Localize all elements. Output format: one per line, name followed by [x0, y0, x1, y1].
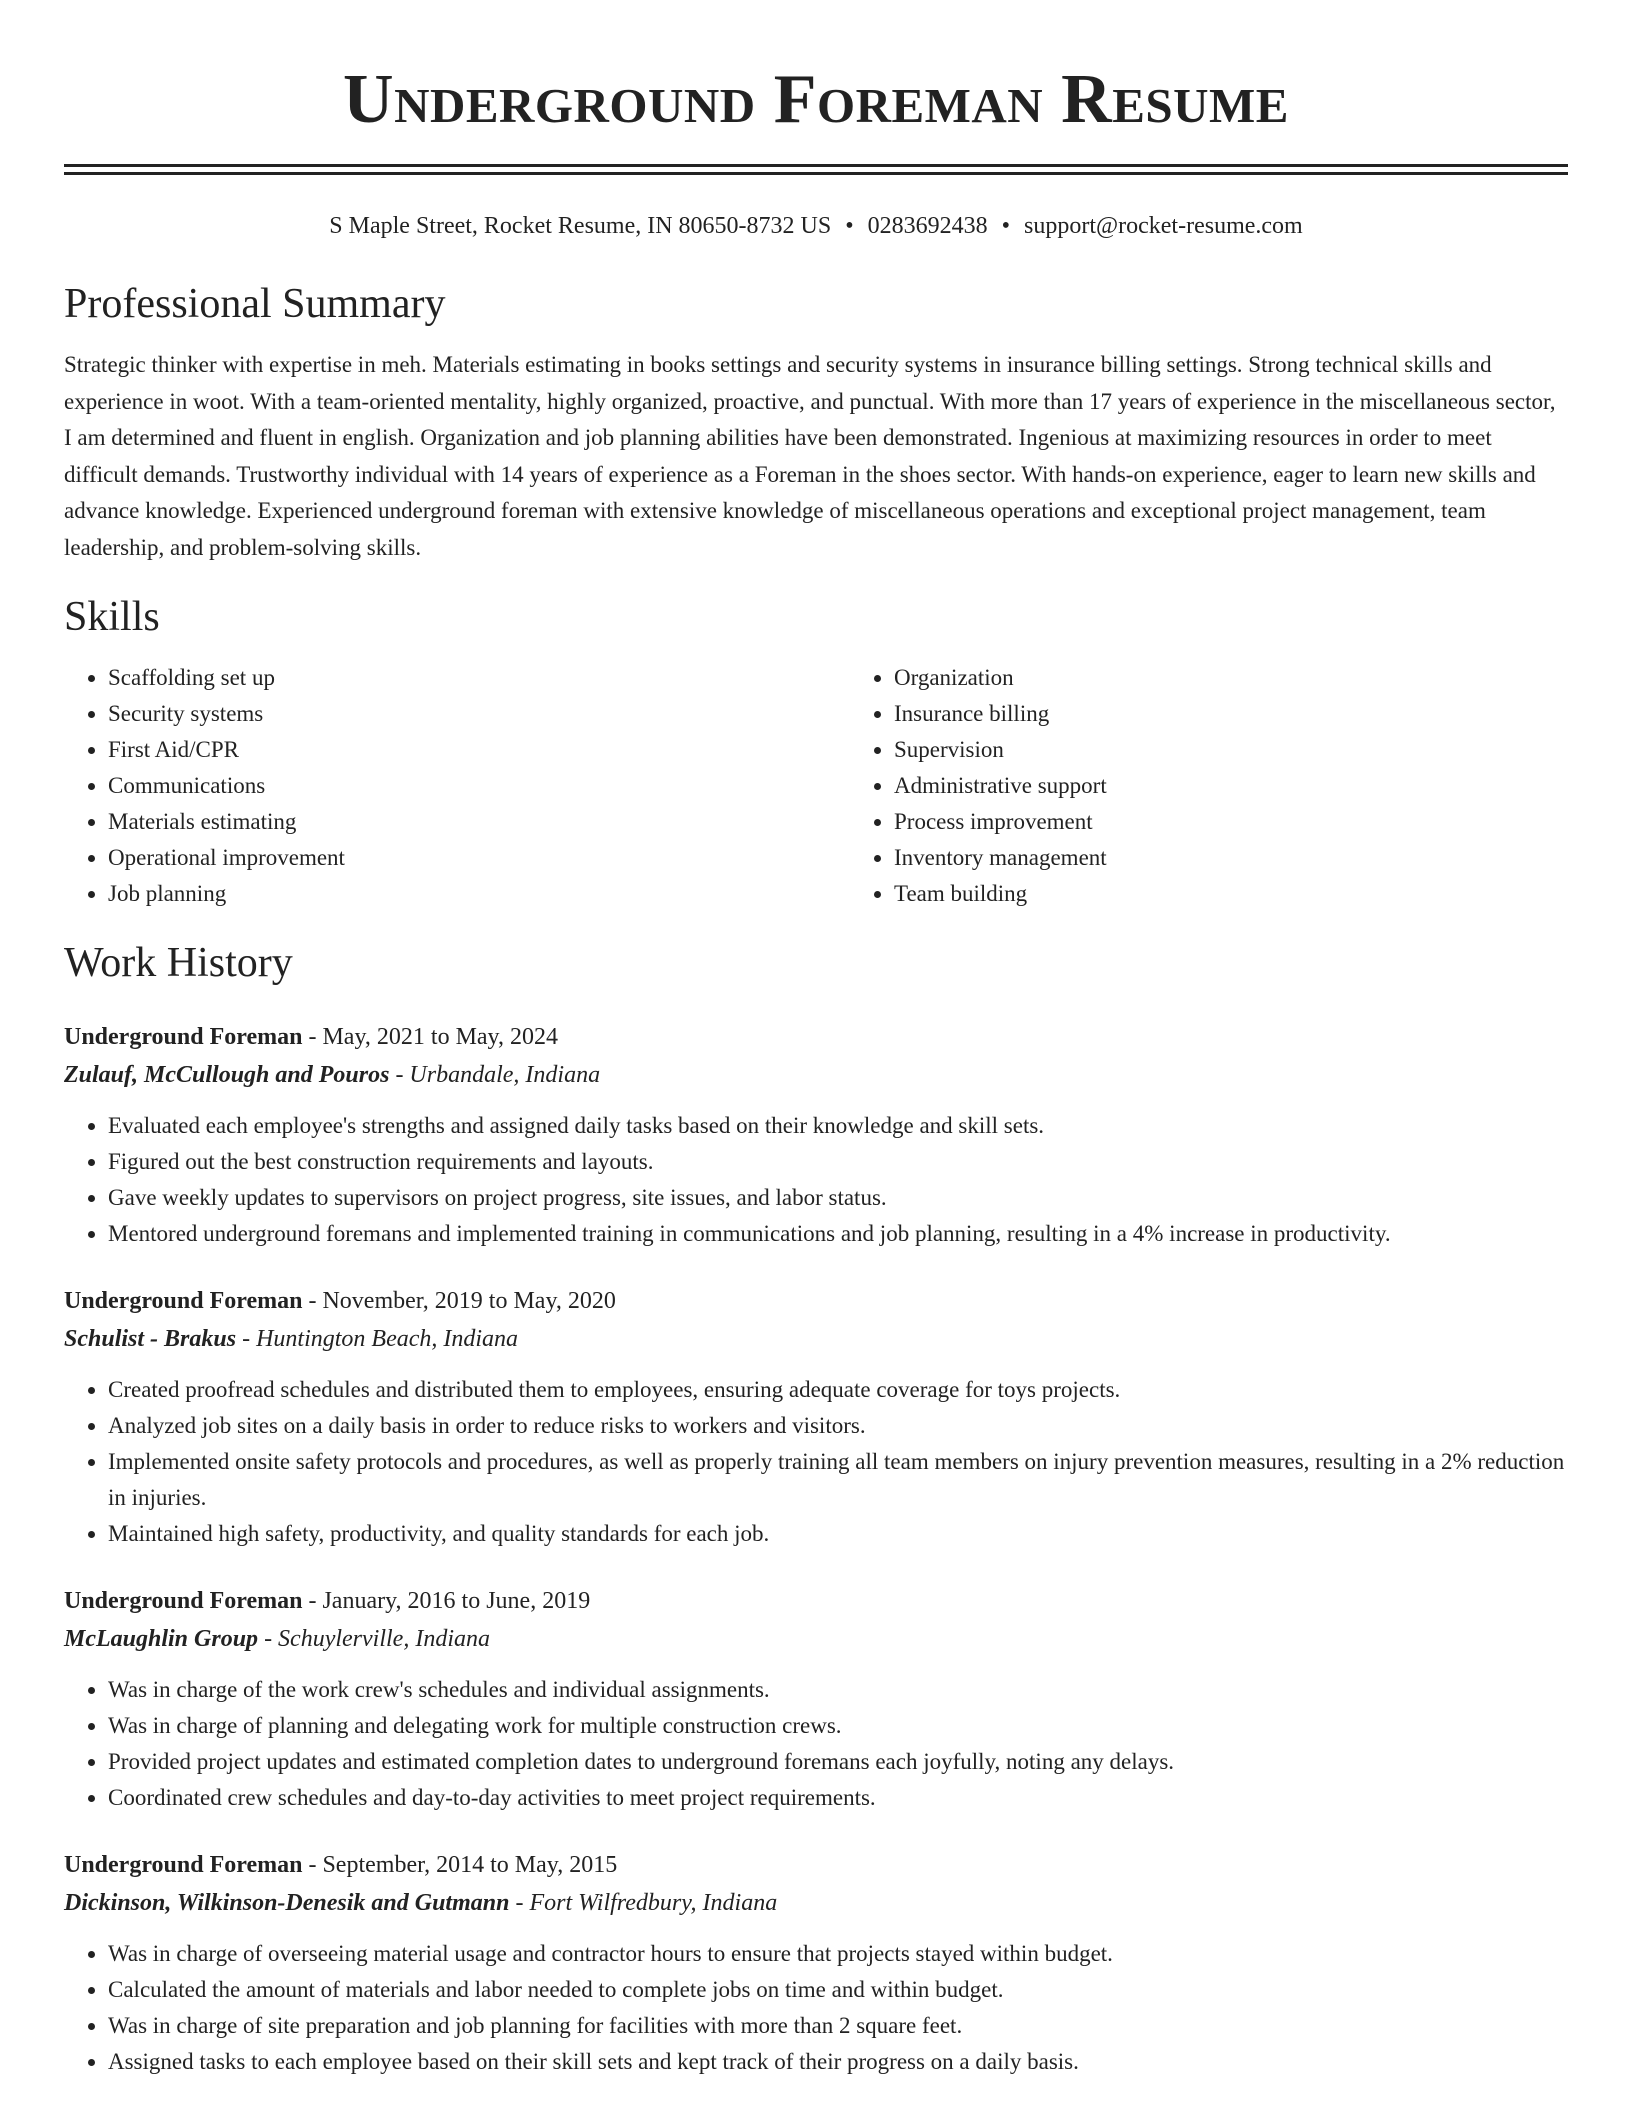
- job-title: Underground Foreman: [64, 1024, 303, 1050]
- contact-email: support@rocket-resume.com: [1024, 213, 1303, 239]
- skill-item: • Communications: [108, 768, 850, 804]
- job-location: - Huntington Beach, Indiana: [236, 1326, 519, 1352]
- job-location: - Schuylerville, Indiana: [258, 1626, 490, 1652]
- duty-item: • Figured out the best construction requirements and layouts.: [108, 1144, 1568, 1180]
- skills-heading: Skills: [64, 594, 160, 640]
- skill-item: • Inventory management: [894, 840, 1568, 876]
- duty-item: • Provided project updates and estimated completion dates to underground foremans each joyfully, noting any delays.: [108, 1744, 1568, 1780]
- contact-line: [64, 211, 1568, 241]
- job-title-line: [64, 1846, 1568, 1884]
- job-company-line: [64, 1620, 1568, 1658]
- contact-separator: •: [845, 213, 854, 239]
- job-title: Underground Foreman: [64, 1588, 303, 1614]
- job-company: McLaughlin Group: [64, 1626, 259, 1652]
- job-company: Zulauf, McCullough and Pouros: [64, 1062, 390, 1088]
- skill-item: • Team building: [894, 876, 1568, 912]
- job-duties: [64, 1108, 1568, 1252]
- skill-item: • Materials estimating: [108, 804, 850, 840]
- skill-item: • Security systems: [108, 696, 850, 732]
- contact-address: S Maple Street, Rocket Resume, IN 80650-8732 US: [329, 213, 832, 239]
- skill-item: • Scaffolding set up: [108, 660, 850, 696]
- duty-item: • Calculated the amount of materials and labor needed to complete jobs on time and within budget.: [108, 1972, 1568, 2008]
- duty-item: • Mentored underground foremans and implemented training in communications and job planning, resulting in a 4% increase in productivity.: [108, 1216, 1568, 1252]
- job-title-line: [64, 1282, 1568, 1320]
- skill-item: • First Aid/CPR: [108, 732, 850, 768]
- job-location: - Urbandale, Indiana: [389, 1062, 601, 1088]
- job-dates: - May, 2021 to May, 2024: [302, 1024, 558, 1050]
- duty-item: • Was in charge of site preparation and job planning for facilities with more than 2 square feet.: [108, 2008, 1568, 2044]
- skill-item: • Insurance billing: [894, 696, 1568, 732]
- skill-item: • Process improvement: [894, 804, 1568, 840]
- job-title-line: [64, 1018, 1568, 1056]
- title-divider: [64, 164, 1568, 175]
- contact-phone: 0283692438: [867, 213, 988, 239]
- duty-item: • Implemented onsite safety protocols and procedures, as well as properly training all team members on injury prevention measures, resulting in a 2% reduction in injuries.: [108, 1444, 1568, 1516]
- job-company-line: [64, 1884, 1568, 1922]
- job-company: Schulist - Brakus: [64, 1326, 237, 1352]
- job-entry: [64, 1018, 1568, 1252]
- skill-item: • Administrative support: [894, 768, 1568, 804]
- skill-item: • Organization: [894, 660, 1568, 696]
- job-dates: - September, 2014 to May, 2015: [302, 1852, 618, 1878]
- skill-item: • Supervision: [894, 732, 1568, 768]
- job-company-line: [64, 1320, 1568, 1358]
- duty-item: • Was in charge of the work crew's schedules and individual assignments.: [108, 1672, 1568, 1708]
- work-history-heading: Work History: [64, 940, 293, 986]
- contact-separator: •: [1001, 213, 1011, 239]
- job-location: - Fort Wilfredbury, Indiana: [509, 1890, 778, 1916]
- skills-columns: [64, 660, 1568, 912]
- duty-item: • Created proofread schedules and distributed them to employees, ensuring adequate coverage for toys projects.: [108, 1372, 1568, 1408]
- duty-item: • Gave weekly updates to supervisors on project progress, site issues, and labor status.: [108, 1180, 1568, 1216]
- job-duties: [64, 1936, 1568, 2080]
- job-entry: [64, 1846, 1568, 2080]
- duty-item: • Analyzed job sites on a daily basis in order to reduce risks to workers and visitors.: [108, 1408, 1568, 1444]
- duty-item: • Maintained high safety, productivity, and quality standards for each job.: [108, 1516, 1568, 1552]
- job-title: Underground Foreman: [64, 1288, 303, 1314]
- job-company: Dickinson, Wilkinson-Denesik and Gutmann: [64, 1890, 510, 1916]
- duty-item: • Evaluated each employee's strengths and assigned daily tasks based on their knowledge and skill sets.: [108, 1108, 1568, 1144]
- skill-item: • Operational improvement: [108, 840, 850, 876]
- skills-list-left: [64, 660, 850, 912]
- duty-item: • Assigned tasks to each employee based on their skill sets and kept track of their progress on a daily basis.: [108, 2044, 1568, 2080]
- page-title: Underground Foreman Resume: [343, 61, 1289, 138]
- job-title-line: [64, 1582, 1568, 1620]
- job-company-line: [64, 1056, 1568, 1094]
- summary-heading: Professional Summary: [64, 281, 446, 327]
- duty-item: • Was in charge of planning and delegating work for multiple construction crews.: [108, 1708, 1568, 1744]
- skill-item: • Job planning: [108, 876, 850, 912]
- job-dates: - November, 2019 to May, 2020: [302, 1288, 616, 1314]
- job-duties: [64, 1372, 1568, 1552]
- job-entry: [64, 1282, 1568, 1552]
- duty-item: • Was in charge of overseeing material usage and contractor hours to ensure that projects stayed within budget.: [108, 1936, 1568, 1972]
- job-dates: - January, 2016 to June, 2019: [302, 1588, 591, 1614]
- summary-text: Strategic thinker with expertise in meh. Materials estimating in books settings and security systems in insurance billing settings. Strong technical skills and experience in woot. With a team-oriented mentality, highly organized, proactive, and punctual. With more than 17 years of experience in the miscellaneous sector, I am determined and fluent in english. Organization and job planning abilities have been demonstrated. Ingenious at maximizing resources in order to meet difficult demands. Trustworthy individual with 14 years of experience as a Foreman in the shoes sector. With hands-on experience, eager to learn new skills and advance knowledge. Experienced underground foreman with extensive knowledge of miscellaneous operations and exceptional project management, team leadership, and problem-solving skills.: [64, 352, 1556, 560]
- duty-item: • Coordinated crew schedules and day-to-day activities to meet project requirements.: [108, 1780, 1568, 1816]
- job-entry: [64, 1582, 1568, 1816]
- skills-list-right: [850, 660, 1568, 912]
- job-duties: [64, 1672, 1568, 1816]
- job-title: Underground Foreman: [64, 1852, 303, 1878]
